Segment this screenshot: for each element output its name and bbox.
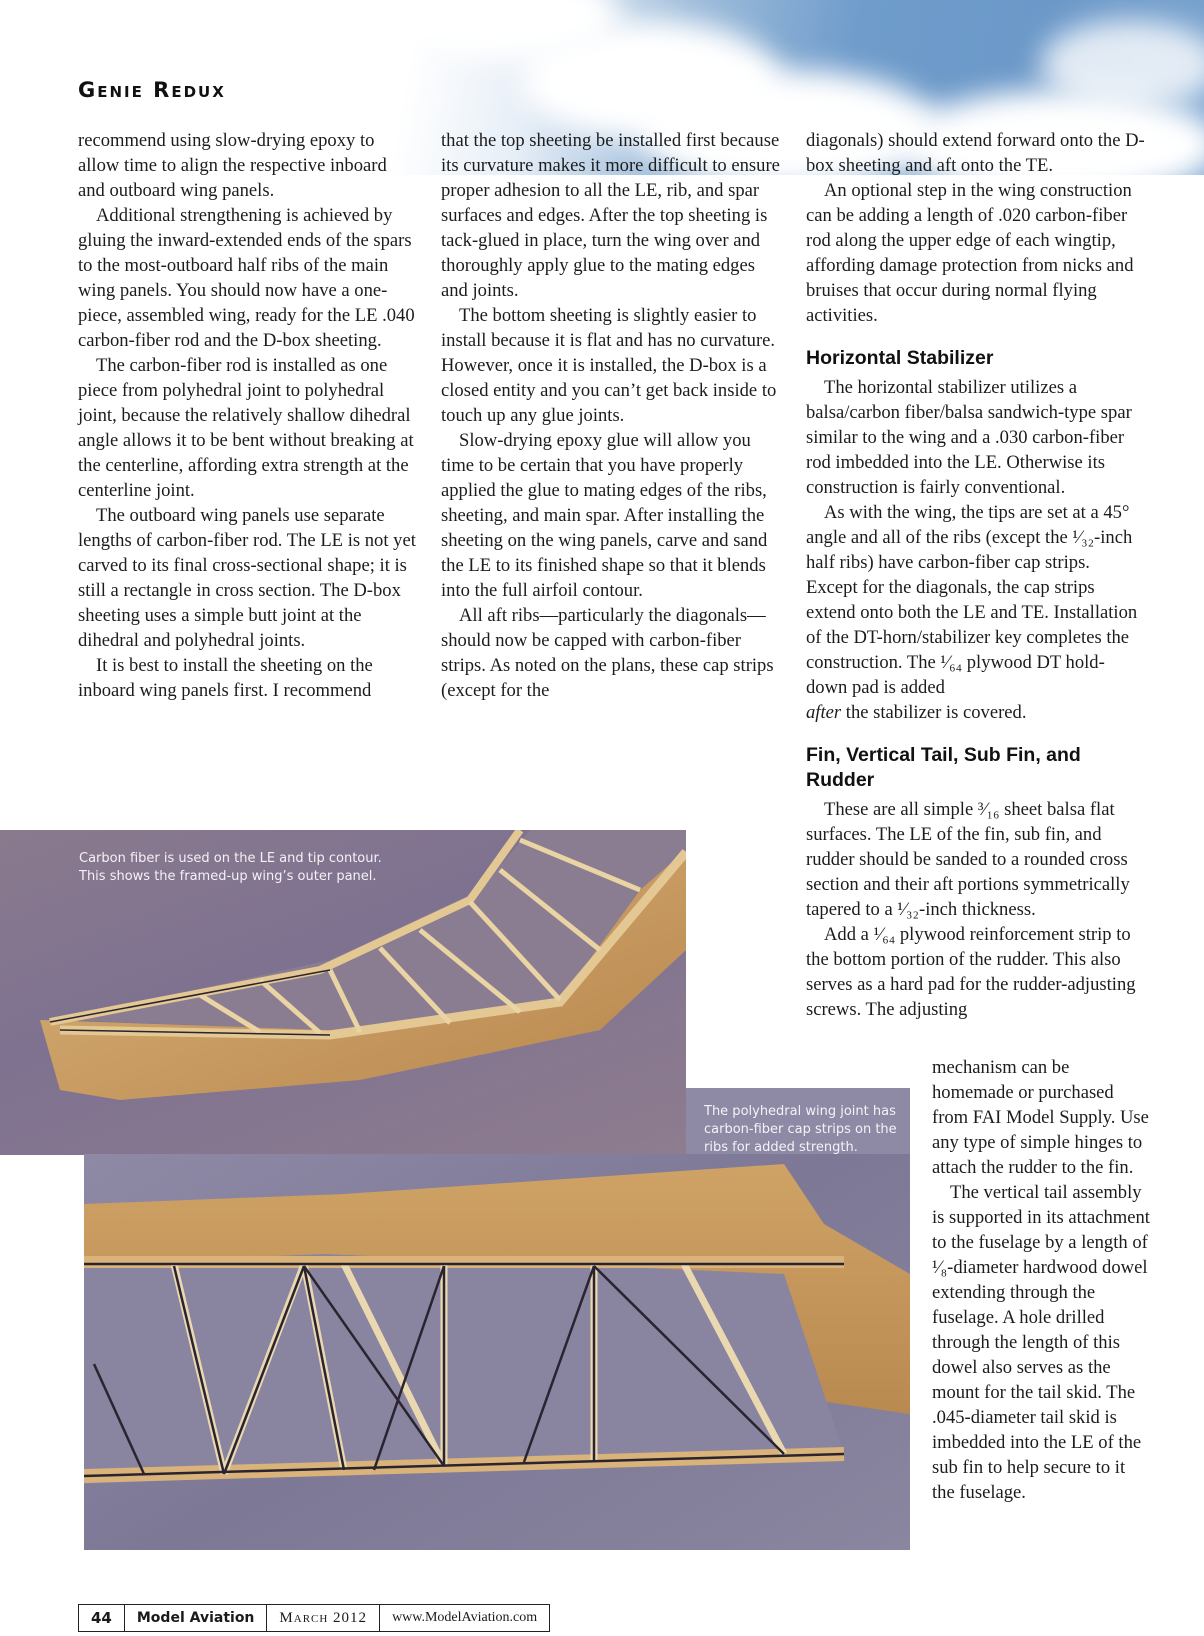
wing-joint-illustration bbox=[84, 1154, 910, 1550]
paragraph: Slow-drying epoxy glue will allow you time to be certain that you have properly applied the glue to mating edges of the ribs, sheeting, and main spar. After installing the sheeting on the wing panels, carve and sand the LE to its finished shape so that it blends into the full airfoil contour. bbox=[441, 430, 768, 601]
paragraph: The vertical tail assembly is supported in its attachment to the fuselage by a length of ¹⁄₈-diameter hardwood dowel extending through the fuselage. A hole drilled through the length of this dowel also serves as the mount for the tail skid. The .045-diameter tail skid is imbedded into the LE of the sub fin to help secure to it the fuselage. bbox=[932, 1182, 1150, 1503]
paragraph: The outboard wing panels use separate lengths of carbon-fiber rod. The LE is not yet carved to its final cross-sectional shape; it is still a rectangle in cross section. The D-box sheeting uses a simple butt joint at the dihedral and polyhedral joints. bbox=[78, 505, 416, 651]
paragraph bbox=[806, 700, 1146, 725]
text-column-3-narrow bbox=[932, 1055, 1152, 1505]
photo-polyhedral-wing-joint bbox=[84, 1154, 910, 1550]
page-number: 44 bbox=[79, 1605, 125, 1631]
subheading-horizontal-stabilizer: Horizontal Stabilizer bbox=[806, 347, 994, 369]
magazine-name: Model Aviation bbox=[125, 1605, 268, 1631]
paragraph: Additional strengthening is achieved by gluing the inward-extended ends of the spars to the most-outboard half ribs of the main wing panels. You should now have a one-piece, assembled wing, ready for the LE .040 carbon-fiber rod and the D-box sheeting. bbox=[78, 205, 415, 351]
emphasis-after: after bbox=[806, 702, 842, 723]
paragraph: The horizontal stabilizer utilizes a balsa/carbon fiber/balsa sandwich-type spar similar to the wing and a .030 carbon-fiber rod imbedded into the LE. Otherwise its construction is fairly conventional. bbox=[806, 377, 1132, 498]
paragraph: As with the wing, the tips are set at a 45° angle and all of the ribs (except the ¹⁄₃₂-inch half ribs) have carbon-fiber cap strips. Except for the diagonals, the cap strips extend onto both the LE and TE. Installation of the DT-horn/stabilizer key completes the construction. The ¹⁄₆₄ plywood DT hold-down pad is added bbox=[806, 502, 1138, 698]
caption-photo-outer-panel: Carbon fiber is used on the LE and tip contour. This shows the framed-up wing’s outer panel. bbox=[79, 851, 382, 884]
paragraph: recommend using slow-drying epoxy to allow time to align the respective inboard and outboard wing panels. bbox=[78, 130, 387, 201]
text-column-3 bbox=[806, 128, 1146, 1022]
paragraph: All aft ribs—particularly the diagonals—should now be capped with carbon-fiber strips. As noted on the plans, these cap strips (except for the bbox=[441, 605, 774, 701]
caption-photo-polyhedral-joint: The polyhedral wing joint has carbon-fiber cap strips on the ribs for added strength. bbox=[704, 1104, 897, 1155]
paragraph: Add a ¹⁄₆₄ plywood reinforcement strip to the bottom portion of the rudder. This also serves as a hard pad for the rudder-adjusting screws. The adjusting bbox=[806, 924, 1136, 1020]
paragraph: The bottom sheeting is slightly easier to install because it is flat and has no curvature. However, once it is installed, the D-box is a closed entity and you can’t get back inside to touch up any glue joints. bbox=[441, 305, 777, 426]
paragraph: An optional step in the wing construction can be adding a length of .020 carbon-fiber rod along the upper edge of each wingtip, affording damage protection from nicks and bruises that occur during normal flying activities. bbox=[806, 180, 1134, 326]
issue-date: March 2012 bbox=[267, 1605, 380, 1631]
paragraph: The carbon-fiber rod is installed as one piece from polyhedral joint to polyhedral joint, because the relatively shallow dihedral angle allows it to be bent without breaking at the centerline, affording extra strength at the centerline joint. bbox=[78, 355, 414, 501]
text-column-2 bbox=[441, 128, 781, 703]
paragraph: It is best to install the sheeting on the inboard wing panels first. I recommend bbox=[78, 655, 373, 701]
section-title: Genie Redux bbox=[78, 78, 226, 102]
page-footer bbox=[78, 1604, 550, 1632]
text-column-1 bbox=[78, 128, 418, 703]
website-link[interactable]: www.ModelAviation.com bbox=[392, 1610, 538, 1625]
paragraph-tail: the stabilizer is covered. bbox=[841, 702, 1027, 723]
paragraph: These are all simple ³⁄₁₆ sheet balsa flat surfaces. The LE of the fin, sub fin, and rudder should be sanded to a rounded cross section and their aft portions symmetrically tapered to a ¹⁄₃₂-inch thickness. bbox=[806, 799, 1130, 920]
paragraph: that the top sheeting be installed first because its curvature makes it more difficult to ensure proper adhesion to all the LE, rib, and spar surfaces and edges. After the top sheeting is tack-glued in place, turn the wing over and thoroughly apply glue to the mating edges and joints. bbox=[441, 130, 780, 301]
paragraph: mechanism can be homemade or purchased from FAI Model Supply. Use any type of simple hinges to attach the rudder to the fin. bbox=[932, 1057, 1149, 1178]
paragraph: diagonals) should extend forward onto the D-box sheeting and aft onto the TE. bbox=[806, 130, 1145, 176]
subheading-fin-rudder: Fin, Vertical Tail, Sub Fin, and Rudder bbox=[806, 744, 1081, 791]
